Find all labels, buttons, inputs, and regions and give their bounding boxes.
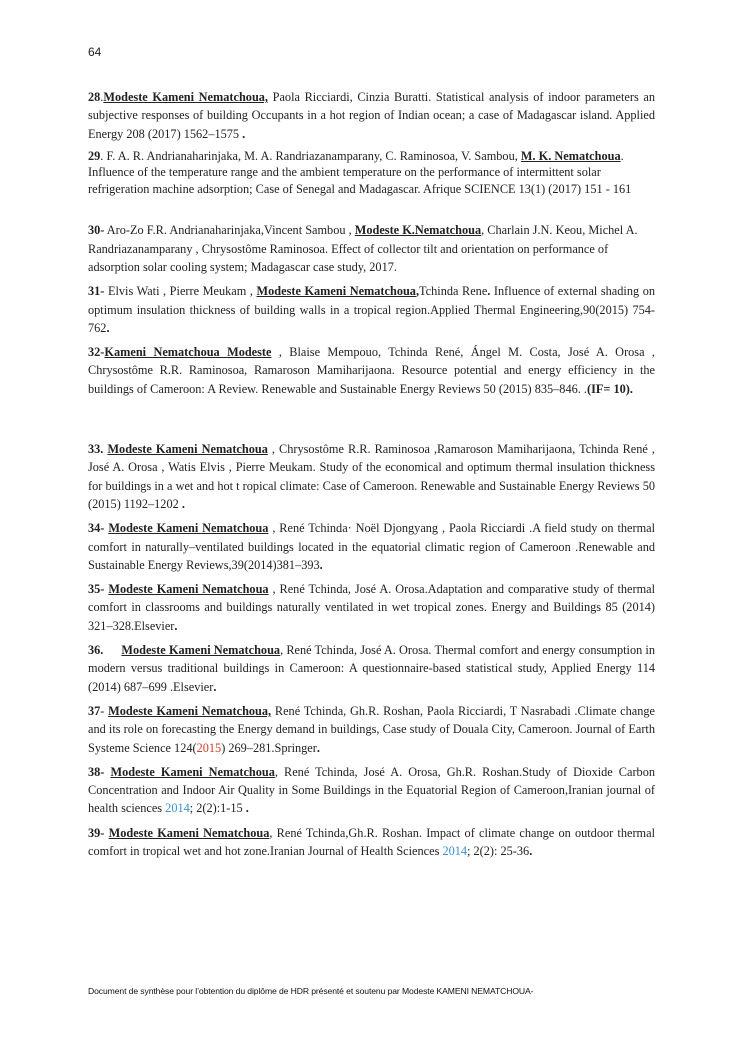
reference-35 — [88, 580, 655, 635]
ref-author-highlight: Modeste K.Nematchoua — [354, 223, 482, 238]
ref-author-highlight: Modeste Kameni Nematchoua — [110, 764, 275, 779]
ref-end: . — [242, 126, 246, 141]
ref-number: 37 — [88, 703, 101, 718]
ref-text: . F. A. R. Andrianaharinjaka, M. A. Randriazanamparany, C. Raminosoa, V. Sambou, — [100, 148, 521, 163]
ref-text: ; 2(2): 25-36 — [467, 844, 530, 858]
reference-36 — [88, 641, 655, 696]
ref-text: René Tchinda, Gh.R. Roshan, Paola Ricciardi, T Nasrabadi .Climate change and its role on forecasting the Energy demand in buildings, Case study of Douala City, Cameroon. Journal of Earth Systeme Science 124( — [88, 703, 655, 755]
ref-text: ; 2(2):1-15 — [189, 801, 246, 816]
ref-text: , Blaise Mempouo, Tchinda René, Ángel M. Costa, José A. Orosa , Chrysostôme R.R. Raminosoa, Ramaroson Mamiharijaona. Resource potential and energy efficiency in the buildings of Cameroon: A Review. Renewable and Sustainable Energy Reviews 50 (2015) 835–846. . — [88, 345, 656, 396]
ref-text: Influence of external shading on optimum insulation thickness of building walls in a tropical region.Applied Thermal Engineering,90(2015) 754-762 — [88, 284, 655, 335]
ref-number: 31- — [88, 284, 105, 299]
ref-number: 30- — [88, 223, 105, 238]
ref-end: . — [529, 844, 533, 858]
ref-author-highlight: M. K. Nematchoua — [520, 148, 621, 163]
ref-end: . — [316, 740, 320, 755]
ref-text: Tchinda Rene — [419, 284, 488, 299]
ref-end: . — [106, 320, 110, 335]
ref-author-highlight: Modeste Kameni Nematchoua — [256, 284, 416, 299]
ref-author-highlight: Modeste Kameni Nematchoua — [108, 521, 269, 536]
ref-text: - — [100, 703, 109, 718]
reference-32 — [88, 343, 655, 398]
page-number: 64 — [88, 45, 102, 59]
ref-author-highlight: Kameni Nematchoua Modeste — [104, 345, 272, 360]
ref-end: . — [245, 801, 249, 816]
ref-text: , Charlain J.N. Keou, Michel A. Randriazanamparany , Chrysostôme Raminosoa. Effect of collector tilt and orientation on performance of adsorption solar cooling system; Madagascar case study, 2017. — [88, 223, 638, 274]
reference-33 — [88, 440, 655, 513]
ref-end: . — [319, 557, 323, 572]
ref-text: , René Tchinda, José A. Orosa, Gh.R. Roshan.Study of Dioxide Carbon Concentration and Indoor Air Quality in Some Buildings in the Equatorial Region of Cameroon,Iranian journal of health sciences — [88, 764, 656, 816]
ref-text: , Chrysostôme R.R. Raminosoa ,Ramaroson Mamiharijaona, Tchinda René , José A. Orosa , Watis Elvis , Pierre Meukam. Study of the economical and optimum thermal insulation thickness for buildings in a wet and hot t ropical climate: Case of Cameroon. Renewable and Sustainable Energy Reviews 50 (2015) 1192–1202 — [88, 442, 655, 511]
ref-number: 36. — [88, 643, 104, 658]
reference-34 — [88, 519, 655, 574]
ref-text: , René Tchinda, José A. Orosa. Thermal comfort and energy consumption in modern versus traditional buildings in Cameroon: A questionnaire-based statistical study, Applied Energy 114 (2014) 687–699 .Elsevier — [88, 643, 656, 694]
ref-text: , René Tchinda· Noël Djongyang , Paola Ricciardi .A field study on thermal comfort in naturally–ventilated buildings located in the equatorial climatic region of Cameroon .Renewable and Sustainable Energy Reviews,39(2014)381–393 — [88, 521, 656, 572]
ref-number: 33. — [88, 442, 104, 457]
ref-number: 35- — [88, 582, 105, 597]
reference-list — [88, 88, 655, 860]
ref-text: Paola Ricciardi, Cinzia Buratti. Statistical analysis of indoor parameters an subjective responses of building Occupants in a hot region of Indian ocean; a case of Madagascar island. Applied Energy 208 (2017) 1562–1575 — [88, 90, 655, 141]
ref-number: 38- — [88, 764, 105, 779]
ref-number: 32- — [88, 345, 105, 360]
reference-39 — [88, 824, 655, 861]
ref-author-highlight: Modeste Kameni Nematchoua, — [103, 90, 269, 104]
ref-author-highlight: Modeste Kameni Nematchoua — [121, 643, 281, 658]
ref-text: ) 269–281.Springer — [221, 740, 317, 755]
ref-period: . — [487, 284, 491, 299]
ref-end: . — [213, 679, 217, 694]
ref-end: . — [181, 496, 185, 511]
ref-number: 39- — [88, 825, 105, 840]
ref-text: Elvis Wati , Pierre Meukam , — [104, 284, 257, 299]
ref-number: 28 — [88, 90, 101, 104]
reference-30 — [88, 221, 655, 276]
ref-separator: . — [100, 90, 104, 104]
ref-text: , René Tchinda, José A. Orosa.Adaptation and comparative study of thermal comfort in classrooms and buildings naturally ventilated in wet tropical zones. Energy and Buildings 85 (2014) 321–328.Elsevier — [88, 582, 656, 633]
ref-author-highlight: Modeste Kameni Nematchoua — [107, 442, 268, 457]
reference-28 — [88, 88, 655, 143]
ref-author-highlight: Modeste Kameni Nematchoua, — [108, 703, 272, 718]
page-footer: Document de synthèse pour l’obtention du diplôme de HDR présenté et soutenu par Modeste KAMENI NEMATCHOUA- — [88, 986, 534, 996]
ref-number: 29 — [88, 148, 101, 163]
ref-author-highlight: Modeste Kameni Nematchoua — [108, 825, 270, 840]
ref-text: Aro-Zo F.R. Andrianaharinjaka,Vincent Sambou , — [104, 223, 355, 238]
ref-text: . Influence of the temperature range and the ambient temperature on the performance of intermittent solar refrigeration machine adsorption; Case of Senegal and Madagascar. Afrique SCIENCE 13(1) (2017) 151 - 161 — [88, 148, 632, 196]
ref-text: , René Tchinda,Gh.R. Roshan. Impact of climate change on outdoor thermal comfort in tropical wet and hot zone.Iranian Journal of Health Sciences — [88, 825, 655, 858]
ref-author-highlight: Modeste Kameni Nematchoua — [108, 582, 269, 597]
ref-end: . — [174, 618, 178, 633]
reference-38 — [88, 763, 655, 818]
ref-year-blue: 2014 — [165, 801, 190, 816]
ref-number: 34- — [88, 521, 105, 536]
reference-31 — [88, 282, 655, 337]
impact-factor: (IF= 10). — [586, 381, 633, 396]
reference-29 — [88, 148, 655, 198]
ref-year-blue: 2014 — [442, 844, 468, 858]
reference-37 — [88, 702, 655, 757]
ref-year-red: 2015 — [196, 740, 222, 755]
ref-comma: , — [415, 284, 420, 299]
